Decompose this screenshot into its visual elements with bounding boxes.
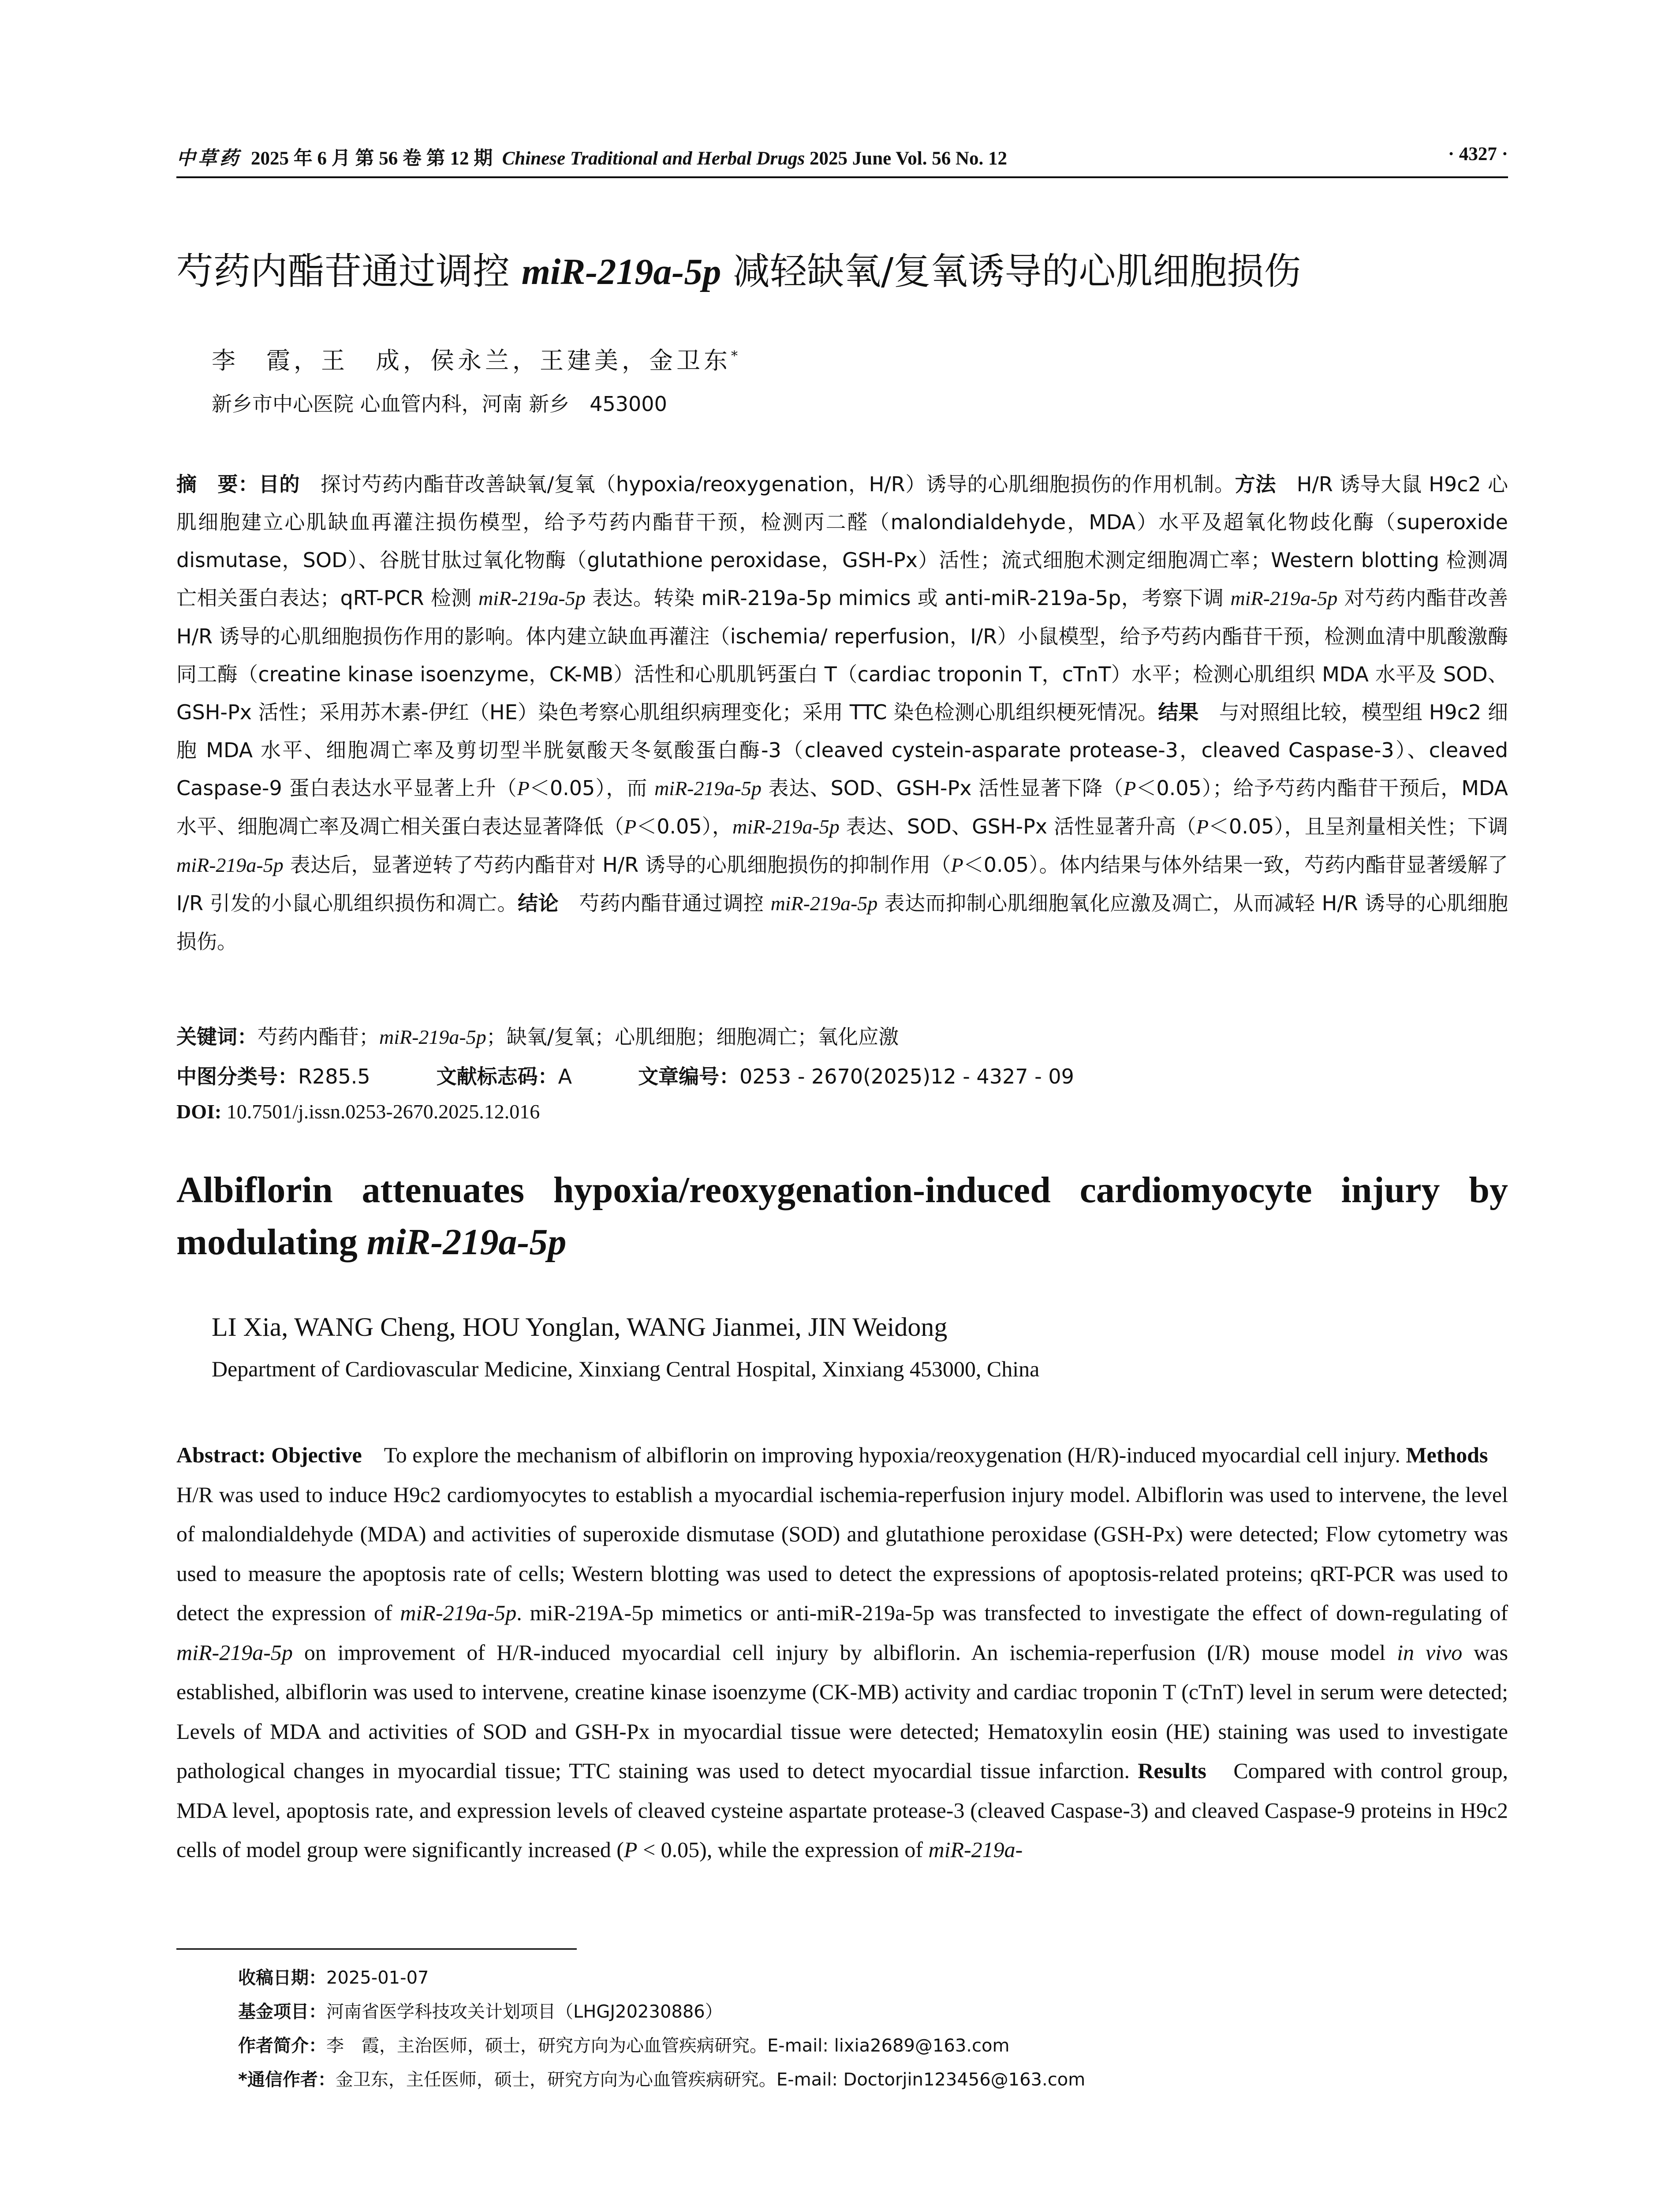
journal-logo: 中草药 <box>176 147 241 169</box>
footnote-received: 收稿日期：2025-01-07 <box>238 1968 429 1988</box>
en-title: Albiflorin attenuates hypoxia/reoxygenation-induced cardiomyocyte injury by modulating miR-219a-5p <box>176 1170 1508 1263</box>
footnote-fund: 基金项目：河南省医学科技攻关计划项目（LHGJ20230886） <box>238 2002 723 2022</box>
cn-title: 芍药内酯苷通过调控 miR-219a-5p 减轻缺氧/复氧诱导的心肌细胞损伤 <box>176 250 1301 293</box>
footnote-author-bio: 作者简介：李 霞，主治医师，硕士，研究方向为心血管疾病研究。E-mail: lixia2689@163.com <box>238 2036 1010 2056</box>
footnote-rule <box>176 1948 577 1950</box>
corresponding-mark: * <box>731 348 741 364</box>
page-number: · 4327 · <box>1448 144 1508 164</box>
issue-en: 2025 June Vol. 56 No. 12 <box>810 148 1008 169</box>
en-abstract: Abstract: Objective To explore the mechanism of albiflorin on improving hypoxia/reoxygenation (H/R)-induced myocardial cell injury. Methods H/R was used to induce H9c2 cardiomyocytes to establish a myocardial ischemia-reperfusion injury model. Albiflorin was used to intervene, the level of malondialdehyde (MDA) and activities of superoxide dismutase (SOD) and glutathione peroxidase (GSH-Px) were detected; Flow cytometry was used to measure the apoptosis rate of cells; Western blotting was used to detect the expressions of apoptosis-related proteins; qRT-PCR was used to detect the expression of miR-219a-5p. miR-219A-5p mimetics or anti-miR-219a-5p was transfected to investigate the effect of down-regulating of miR-219a-5p on improvement of H/R-induced myocardial cell injury by albiflorin. An ischemia-reperfusion (I/R) mouse model in vivo was established, albiflorin was used to intervene, creatine kinase isoenzyme (CK-MB) activity and cardiac troponin T (cTnT) level in serum were detected; Levels of MDA and activities of SOD and GSH-Px in myocardial tissue were detected; Hematoxylin eosin (HE) staining was used to investigate pathological changes in myocardial tissue; TTC staining was used to detect myocardial tissue infarction. Results Compared with control group, MDA level, apoptosis rate, and expression levels of cleaved cysteine aspartate protease-3 (cleaved Caspase-3) and cleaved Caspase-9 proteins in H9c2 cells of model group were significantly increased (P < 0.05), while the expression of miR-219a- <box>176 1443 1510 1862</box>
cn-doi: DOI: 10.7501/j.issn.0253-2670.2025.12.016 <box>176 1100 540 1123</box>
footnote-corresponding: *通信作者：金卫东，主任医师，硕士，研究方向为心血管疾病研究。E-mail: Doctorjin123456@163.com <box>238 2070 1086 2090</box>
issue-cn: 2025 年 6 月 第 56 卷 第 12 期 <box>251 148 493 169</box>
running-header <box>176 143 1508 175</box>
en-affiliation: Department of Cardiovascular Medicine, Xinxiang Central Hospital, Xinxiang 453000, China <box>212 1357 1040 1381</box>
cn-keywords: 关键词：芍药内酯苷；miR-219a-5p；缺氧/复氧；心肌细胞；细胞凋亡；氧化应激 <box>176 1025 899 1049</box>
en-authors: LI Xia, WANG Cheng, HOU Yonglan, WANG Jianmei, JIN Weidong <box>212 1312 948 1342</box>
header-rule <box>176 176 1508 178</box>
cn-affiliation: 新乡市中心医院 心血管内科，河南 新乡 453000 <box>212 392 667 416</box>
journal-name-en: Chinese Traditional and Herbal Drugs <box>502 148 805 169</box>
cn-abstract: 摘 要：目的 探讨芍药内酯苷改善缺氧/复氧（hypoxia/reoxygenation，H/R）诱导的心肌细胞损伤的作用机制。方法 H/R 诱导大鼠 H9c2 心肌细胞建立心肌缺血再灌注损伤模型，给予芍药内酯苷干预，检测丙二醛（malondialdehyde，MDA）水平及超氧化物歧化酶（superoxide dismutase，SOD）、谷胱甘肽过氧化物酶（glutathione peroxidase，GSH-Px）活性；流式细胞术测定细胞凋亡率；Western blotting 检测凋亡相关蛋白表达；qRT-PCR 检测 miR-219a-5p 表达。转染 miR-219a-5p mimics 或 anti-miR-219a-5p，考察下调 miR-219a-5p 对芍药内酯苷改善 H/R 诱导的心肌细胞损伤作用的影响。体内建立缺血再灌注（ischemia/ reperfusion，I/R）小鼠模型，给予芍药内酯苷干预，检测血清中肌酸激酶同工酶（creatine kinase isoenzyme，CK-MB）活性和心肌肌钙蛋白 T（cardiac troponin T，cTnT）水平；检测心肌组织 MDA 水平及 SOD、GSH-Px 活性；采用苏木素-伊红（HE）染色考察心肌组织病理变化；采用 TTC 染色检测心肌组织梗死情况。结果 与对照组比较，模型组 H9c2 细胞 MDA 水平、细胞凋亡率及剪切型半胱氨酸天冬氨酸蛋白酶-3（cleaved cystein-asparate protease-3，cleaved Caspase-3）、cleaved Caspase-9 蛋白表达水平显著上升（P＜0.05），而 miR-219a-5p 表达、SOD、GSH-Px 活性显著下降（P＜0.05）；给予芍药内酯苷干预后，MDA 水平、细胞凋亡率及凋亡相关蛋白表达显著降低（P＜0.05），miR-219a-5p 表达、SOD、GSH-Px 活性显著升高（P＜0.05），且呈剂量相关性；下调 miR-219a-5p 表达后，显著逆转了芍药内酯苷对 H/R 诱导的心肌细胞损伤的抑制作用（P＜0.05）。体内结果与体外结果一致，芍药内酯苷显著缓解了 I/R 引发的小鼠心肌组织损伤和凋亡。结论 芍药内酯苷通过调控 miR-219a-5p 表达而抑制心肌细胞氧化应激及凋亡，从而减轻 H/R 诱导的心肌细胞损伤。 <box>176 472 1508 953</box>
cn-classification: 中图分类号：R285.5 文献标志码：A 文章编号：0253 - 2670(2025)12 - 4327 - 09 <box>176 1065 1074 1088</box>
cn-authors: 李 霞，王 成，侯永兰，王建美，金卫东* <box>212 347 741 374</box>
